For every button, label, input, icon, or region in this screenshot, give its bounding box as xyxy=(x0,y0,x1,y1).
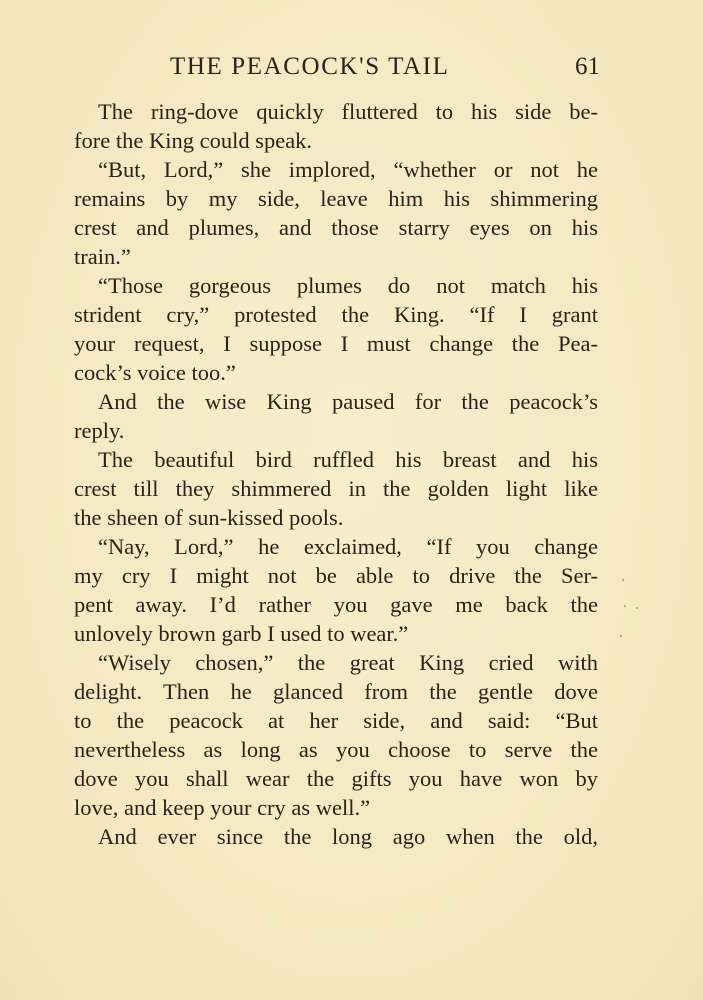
text-line: “Those gorgeous plumes do not match his xyxy=(98,273,598,298)
text-line: love, and keep your cry as well.” xyxy=(74,795,371,820)
text-line: crest till they shimmered in the golden light like xyxy=(74,476,598,501)
page-header xyxy=(74,50,600,84)
speckle xyxy=(624,605,626,607)
text-line: The ring-dove quickly fluttered to his side be- xyxy=(98,99,598,124)
text-line: my cry I might not be able to drive the Ser- xyxy=(74,563,598,588)
text-line: strident cry,” protested the King. “If I grant xyxy=(74,302,598,327)
text-line: “But, Lord,” she implored, “whether or not he xyxy=(98,157,598,182)
text-line: crest and plumes, and those starry eyes on his xyxy=(74,215,598,240)
speckle xyxy=(620,635,622,637)
text-line: to the peacock at her side, and said: “But xyxy=(74,708,598,733)
text-line: And the wise King paused for the peacock’s xyxy=(98,389,598,414)
body-text xyxy=(74,97,598,851)
text-line: fore the King could speak. xyxy=(74,128,313,153)
text-line: pent away. I’d rather you gave me back the xyxy=(74,592,598,617)
text-line: nevertheless as long as you choose to serve the xyxy=(74,737,598,762)
text-line: dove you shall wear the gifts you have won by xyxy=(74,766,598,791)
text-line: remains by my side, leave him his shimmering xyxy=(74,186,598,211)
text-line: the sheen of sun-kissed pools. xyxy=(74,505,344,530)
text-line: “Nay, Lord,” he exclaimed, “If you change xyxy=(98,534,598,559)
text-line: unlovely brown garb I used to wear.” xyxy=(74,621,409,646)
text-line: “Wisely chosen,” the great King cried with xyxy=(98,650,598,675)
speckle xyxy=(636,607,638,609)
text-line: And ever since the long ago when the old, xyxy=(98,824,598,849)
text-line: cock’s voice too.” xyxy=(74,360,236,385)
text-line: train.” xyxy=(74,244,131,269)
paper-speckles xyxy=(602,565,642,655)
speckle xyxy=(622,579,624,581)
text-line: reply. xyxy=(74,418,125,443)
text-line: your request, I suppose I must change the Pea- xyxy=(74,331,598,356)
page-number: 61 xyxy=(575,53,600,80)
text-line: delight. Then he glanced from the gentle dove xyxy=(74,679,598,704)
text-line: The beautiful bird ruffled his breast and his xyxy=(98,447,598,472)
running-title: THE PEACOCK'S TAIL xyxy=(170,53,450,80)
